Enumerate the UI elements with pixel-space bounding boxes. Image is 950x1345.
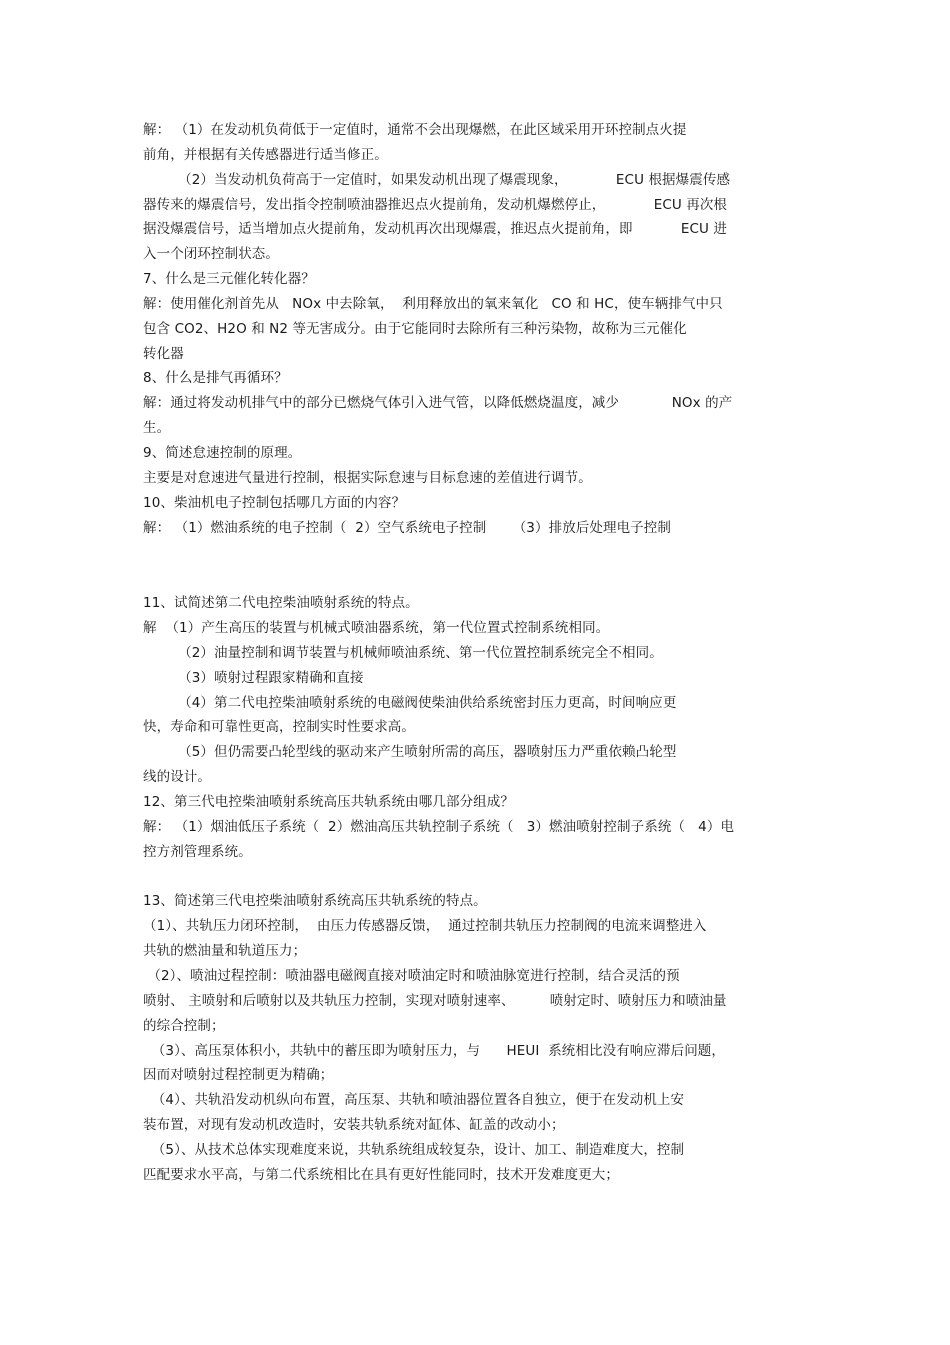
answer-line: 共轨的燃油量和轨道压力；	[143, 943, 307, 959]
answer-line: 控方剂管理系统。	[143, 844, 252, 860]
answer-line: 线的设计。	[143, 769, 211, 785]
answer-line: 包含 CO2、H2O 和 N2 等无害成分。由于它能同时去除所有三种污染物，故称为三元催化	[143, 321, 687, 337]
answer-line: （5）但仍需要凸轮型线的驱动来产生喷射所需的高压，器喷射压力严重依赖凸轮型	[143, 744, 677, 760]
answer-line: （2）当发动机负荷高于一定值时，如果发动机出现了爆震现象， ECU 根据爆震传感	[143, 172, 731, 188]
answer-line: 匹配要求水平高，与第二代系统相比在具有更好性能同时，技术开发难度更大；	[143, 1167, 619, 1183]
answer-line: 解： （1）燃油系统的电子控制（ 2）空气系统电子控制 （3）排放后处理电子控制	[143, 520, 671, 536]
answer-line: 装布置，对现有发动机改造时，安装共轨系统对缸体、缸盖的改动小；	[143, 1117, 565, 1133]
answer-line: 解：通过将发动机排气中的部分已燃烧气体引入进气管，以降低燃烧温度，减少 NOx 的产	[143, 395, 733, 411]
question-heading: 8、什么是排气再循环？	[143, 370, 288, 386]
answer-line: 快，寿命和可靠性更高，控制实时性要求高。	[143, 719, 415, 735]
question-heading: 12、第三代电控柴油喷射系统高压共轨系统由哪几部分组成？	[143, 794, 514, 810]
question-heading: 13、简述第三代电控柴油喷射系统高压共轨系统的特点。	[143, 893, 487, 909]
answer-line: 喷射、 主喷射和后喷射以及共轨压力控制，实现对喷射速率、 喷射定时、喷射压力和喷油量	[143, 993, 727, 1009]
answer-line: 因而对喷射过程控制更为精确；	[143, 1067, 334, 1083]
answer-line: （4）第二代电控柴油喷射系统的电磁阀使柴油供给系统密封压力更高，时间响应更	[143, 695, 677, 711]
answer-line: （1）、共轨压力闭环控制， 由压力传感器反馈， 通过控制共轨压力控制阀的电流来调整进入	[143, 918, 707, 934]
answer-line: 据没爆震信号，适当增加点火提前角，发动机再次出现爆震，推迟点火提前角，即 ECU 进	[143, 221, 728, 237]
answer-line: （2）、喷油过程控制：喷油器电磁阀直接对喷油定时和喷油脉宽进行控制，结合灵活的预	[143, 968, 680, 984]
answer-line: （5）、从技术总体实现难度来说，共轨系统组成较复杂，设计、加工、制造难度大，控制	[143, 1142, 685, 1158]
question-heading: 7、什么是三元催化转化器？	[143, 271, 315, 287]
question-heading: 11、试简述第二代电控柴油喷射系统的特点。	[143, 595, 419, 611]
answer-line: （3）、高压泵体积小，共轨中的蓄压即为喷射压力，与 HEUI 系统相比没有响应滞后问题，	[143, 1043, 725, 1059]
answer-line: 解 （1）产生高压的装置与机械式喷油器系统，第一代位置式控制系统相同。	[143, 620, 610, 636]
answer-line: 入一个闭环控制状态。	[143, 246, 279, 262]
answer-line: （3）喷射过程跟家精确和直接	[143, 670, 364, 686]
answer-line: （4）、共轨沿发动机纵向布置，高压泵、共轨和喷油器位置各自独立，便于在发动机上安	[143, 1092, 685, 1108]
answer-line: 生。	[143, 420, 171, 436]
answer-line: 主要是对怠速进气量进行控制，根据实际怠速与目标怠速的差值进行调节。	[143, 470, 592, 486]
question-heading: 9、简述怠速控制的原理。	[143, 445, 302, 461]
answer-line: 解： （1）在发动机负荷低于一定值时，通常不会出现爆燃，在此区域采用开环控制点火提	[143, 122, 687, 138]
answer-line: （2）油量控制和调节装置与机械师喷油系统、第一代位置控制系统完全不相同。	[143, 645, 663, 661]
answer-line: 的综合控制；	[143, 1018, 225, 1034]
answer-line: 器传来的爆震信号，发出指令控制喷油器推迟点火提前角，发动机爆燃停止， ECU 再次根	[143, 197, 728, 213]
question-heading: 10、柴油机电子控制包括哪几方面的内容？	[143, 495, 406, 511]
answer-line: 解：使用催化剂首先从 NOx 中去除氧， 利用释放出的氧来氧化 CO 和 HC，使车辆排气中只	[143, 296, 723, 312]
answer-line: 解： （1）烟油低压子系统（ 2）燃油高压共轨控制子系统（ 3）燃油喷射控制子系统（ 4）电	[143, 819, 735, 835]
answer-line: 转化器	[143, 346, 184, 362]
answer-line: 前角，并根据有关传感器进行适当修正。	[143, 147, 388, 163]
